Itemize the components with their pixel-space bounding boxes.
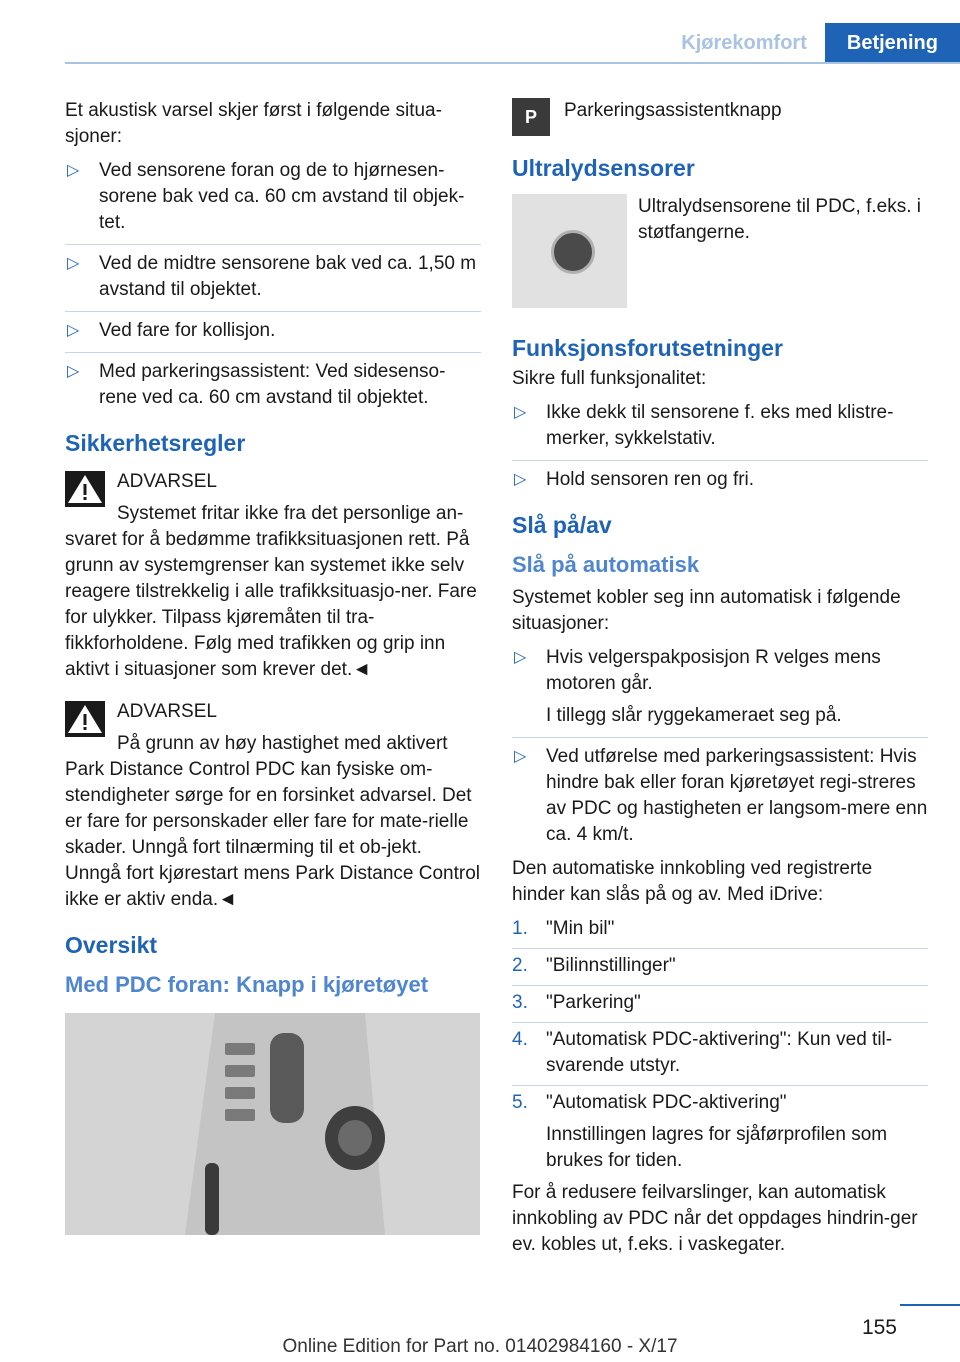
list-item: ▷ Ved fare for kollisjon. [65,311,481,344]
auto-intro: Systemet kobler seg inn automatisk i følgende situasjoner: [512,587,901,634]
heading-pdc-front: Med PDC foran: Knapp i kjøretøyet [65,972,429,997]
list-item: 1. "Min bil" [512,918,615,939]
tab-betjening[interactable]: Betjening [825,23,960,63]
warning-icon [65,471,105,507]
warning-box [65,469,481,683]
list-item: ▷ Ved utførelse med parkeringsassistent: Hvis hindre bak eller foran kjøretøyet regi-streres av PDC og hastigheten er langsom-mere enn ca. 4 km/t. [512,737,928,848]
triangle-bullet-icon: ▷ [67,363,80,380]
heading-requirements: Funksjonsforutsetninger [512,335,783,361]
requirements-intro: Sikre full funksjonalitet: [512,368,707,389]
warning-situations-list [65,158,481,411]
heading-overview: Oversikt [65,932,158,958]
list-item: ▷ Hold sensoren ren og fri. [512,460,928,493]
warning-body: Park Distance Control PDC kan fysiske om-stendigheter sørge for en forsinket advarsel. Det er fare for personskader eller fare for mate-rielle skader. Unngå fort tilnærming til et ob-jekt. Unngå fort kjørestart mens Park Distance Control ikke er aktiv enda.◄ [65,759,480,910]
triangle-bullet-icon: ▷ [67,322,80,339]
triangle-bullet-icon: ▷ [514,649,527,666]
heading-on-off: Slå på/av [512,512,612,538]
parking-assist-icon: P [512,98,550,136]
warning-title: ADVARSEL [117,471,217,492]
list-item: 5. "Automatisk PDC-aktivering" Innstillingen lagres for sjåførprofilen som brukes for tiden. [512,1085,928,1174]
list-item: ▷ Ikke dekk til sensorene f. eks med klistre-merker, sykkelstativ. [514,402,894,449]
list-item: 3. "Parkering" [512,985,928,1016]
triangle-bullet-icon: ▷ [514,404,527,421]
warning-title: ADVARSEL [117,701,217,722]
heading-auto: Slå på automatisk [512,552,700,577]
auto-paragraph: Den automatiske innkobling ved registrerte hinder kan slås på og av. Med iDrive: [512,858,873,905]
list-item: 4. "Automatisk PDC-aktivering": Kun ved til-svarende utstyr. [512,1022,928,1079]
triangle-bullet-icon: ▷ [67,255,80,272]
warning-body: svaret for å bedømme trafikksituasjonen rett. På grunn av systemgrenser kan systemet ikke selv reagere tilstrekkelig i alle trafikksituasjo-ner. Fare for ulykker. Tilpass kjøremåten til tra-fikkforholdene. Følg med trafikken og grip inn aktivt i situasjoner som krever det.◄ [65,529,477,680]
page-number: 155 [861,1316,897,1339]
list-item: ▷ Ved sensorene foran og de to hjørnesen-sorene bak ved ca. 60 cm avstand til objek-tet. [67,160,465,233]
list-item: 2. "Bilinnstillinger" [512,948,928,979]
chapter-header [663,23,960,63]
triangle-bullet-icon: ▷ [514,471,527,488]
edition-footer: Online Edition for Part no. 01402984160 - X/17 [282,1336,678,1357]
closing-paragraph: For å redusere feilvarslinger, kan automatisk innkobling av PDC når det oppdages hindrin-ger ev. kobles ut, f.eks. i vaskegater. [512,1182,918,1255]
warning-box [65,699,481,913]
warning-lead: På grunn av høy hastighet med aktivert [117,733,448,754]
idrive-steps [512,916,928,1174]
heading-safety: Sikkerhetsregler [65,430,246,456]
ultrasonic-sensor-photo [512,194,627,308]
warning-icon [65,701,105,737]
heading-ultrasonic: Ultralydsensorer [512,155,695,181]
list-item: ▷ Ved de midtre sensorene bak ved ca. 1,50 m avstand til objektet. [65,244,481,303]
gear-shifter-illustration [65,1013,480,1235]
right-column [512,98,928,1266]
left-column [65,98,481,1235]
button-label: Parkeringsassistentknapp [564,100,782,121]
warning-lead: Systemet fritar ikke fra det personlige an- [117,503,464,524]
park-assist-button-row [512,98,928,136]
requirements-list [512,400,928,493]
tab-kjorekomfort[interactable]: Kjørekomfort [681,32,807,54]
sensor-icon [551,230,595,274]
footer-divider [900,1304,960,1306]
auto-situations-list [512,645,928,848]
triangle-bullet-icon: ▷ [67,162,80,179]
list-item: ▷ Med parkeringsassistent: Ved sidesenso-rene ved ca. 60 cm avstand til objektet. [65,352,481,411]
header-divider [65,62,960,64]
triangle-bullet-icon: ▷ [514,748,527,765]
list-item: ▷ Hvis velgerspakposisjon R velges mens motoren går. I tillegg slår ryggekameraet seg på. [514,647,881,726]
intro-text: Et akustisk varsel skjer først i følgende situa-sjoner: [65,100,442,147]
center-console-photo [65,1013,480,1235]
ultrasonic-sensor-row [512,194,928,308]
ultrasonic-text: Ultralydsensorene til PDC, f.eks. i støtfangerne. [638,196,921,243]
